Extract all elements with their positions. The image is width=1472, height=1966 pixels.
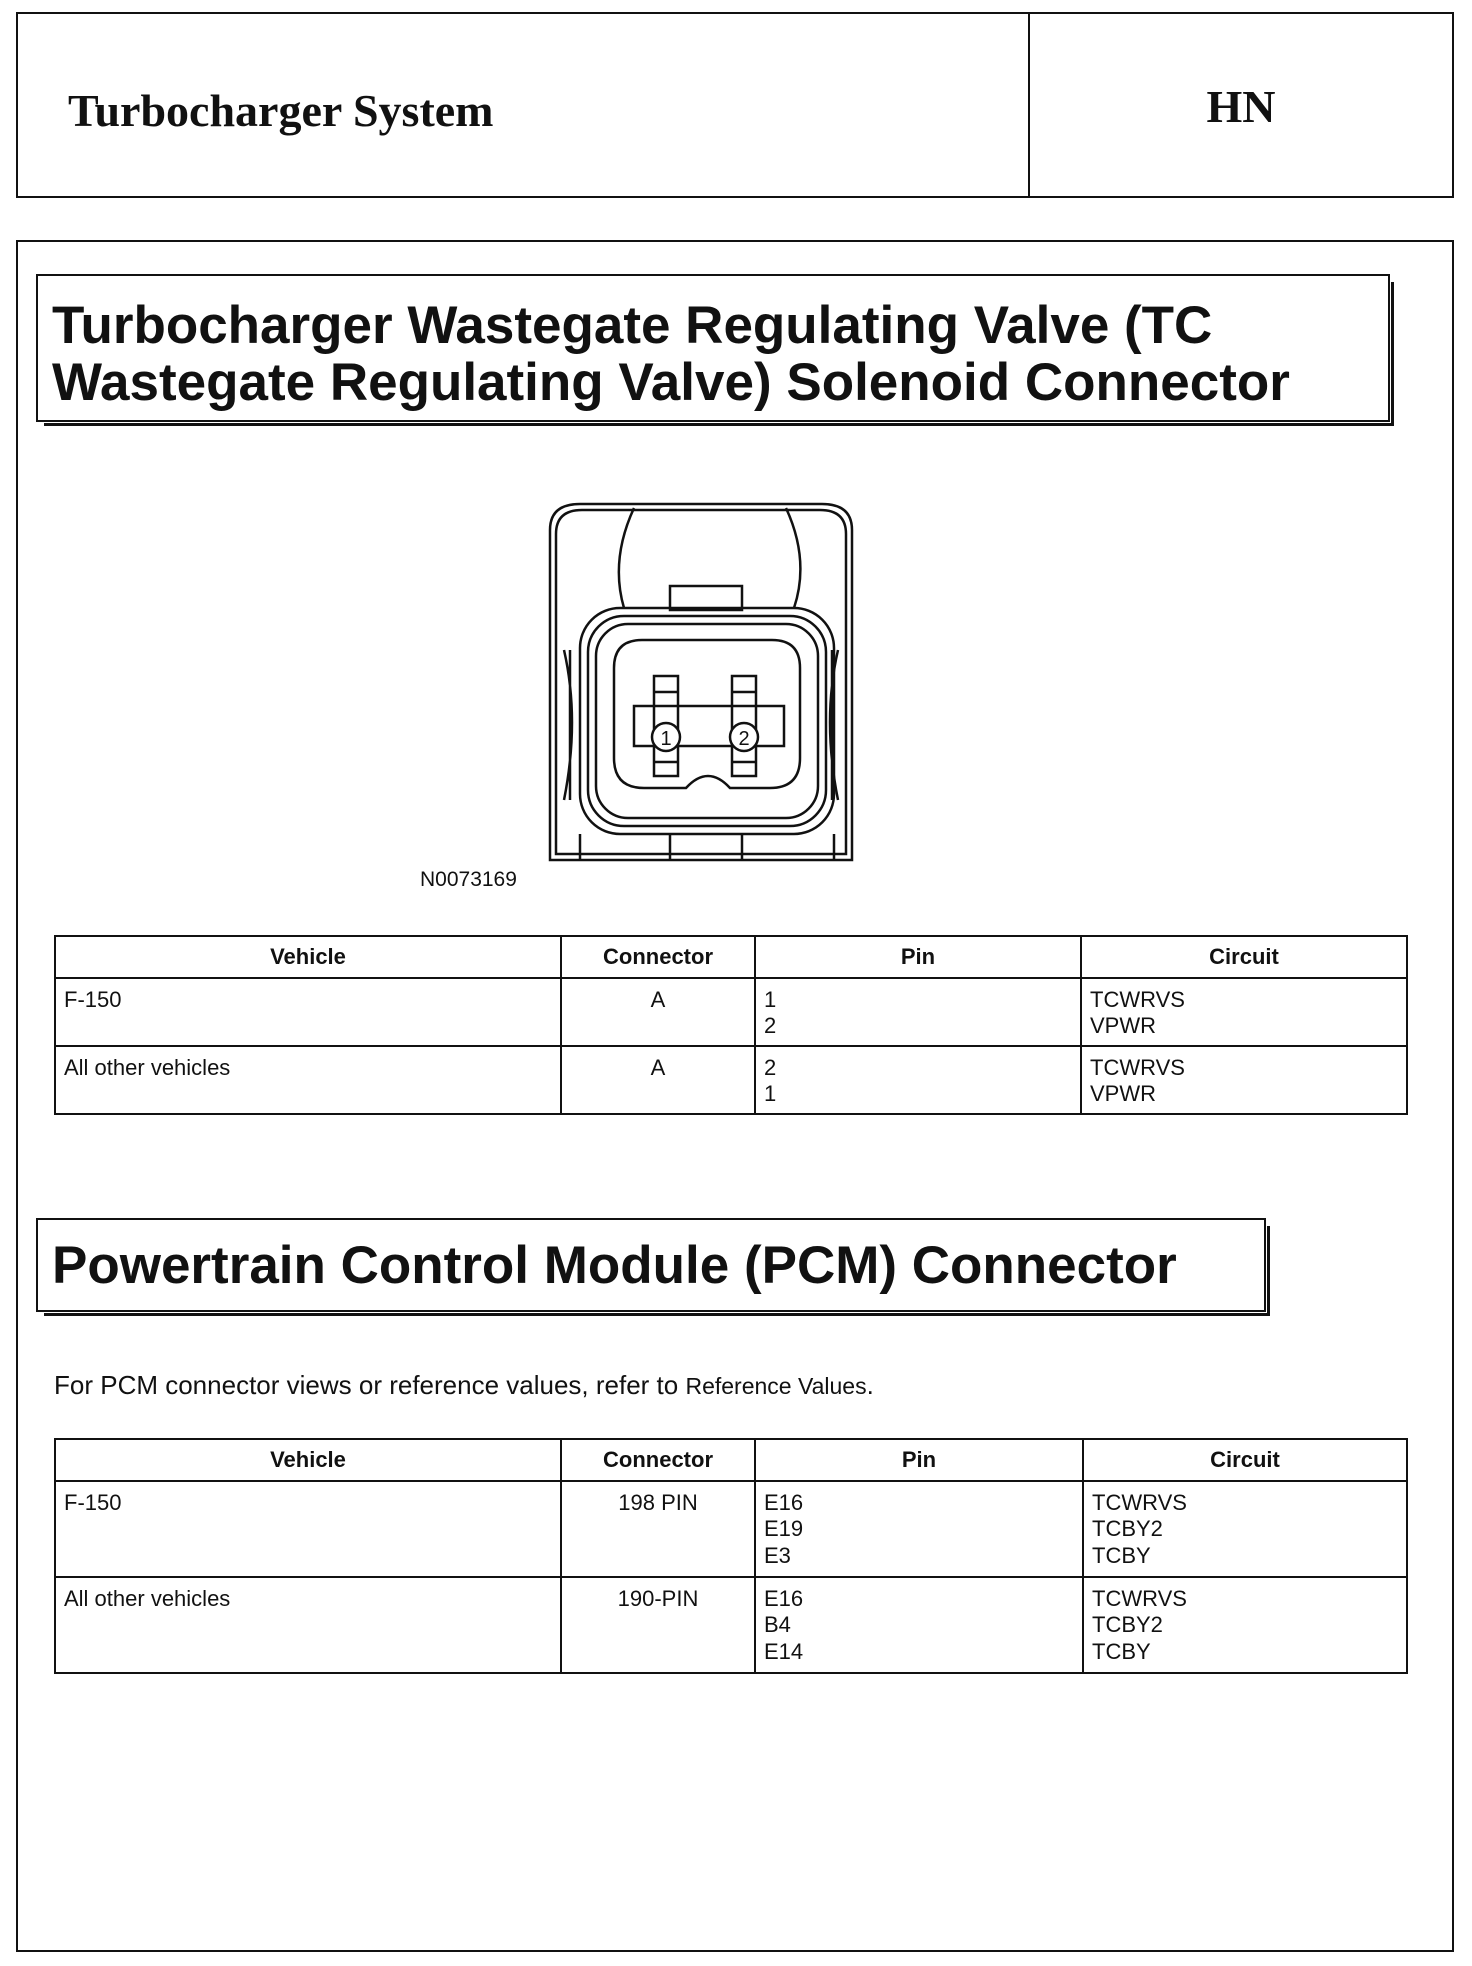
reference-note [54,1370,874,1401]
pin-value: E16 [764,1490,804,1515]
col-header-circuit: Circuit [1083,1439,1407,1481]
connector-cell: 198 PIN [561,1481,755,1577]
circuit-cell [1081,1046,1407,1114]
note-text: For PCM connector views or reference values, refer to [54,1370,686,1400]
col-header-vehicle: Vehicle [55,936,561,978]
terminal-cavity [614,640,800,788]
section-title-pcm: Powertrain Control Module (PCM) Connector [36,1218,1266,1312]
top-tab [670,586,742,610]
circuit-cell [1083,1481,1407,1577]
table-row [55,1481,1407,1577]
table-row [55,978,1407,1046]
pin-cell [755,1577,1083,1673]
section-title-wastegate [36,274,1390,422]
pin-value: E14 [764,1638,804,1664]
table-row [55,1046,1407,1114]
header-title: Turbocharger System [68,85,494,136]
pin-2-label: 2 [738,728,750,750]
circuit-value: VPWR [1090,1013,1156,1039]
col-header-circuit: Circuit [1081,936,1407,978]
pin-value: 1 [764,987,777,1012]
vehicle-cell: F-150 [55,978,561,1046]
page-header [16,12,1454,198]
header-code: HN [1206,81,1276,132]
pin-value: B4 [764,1612,791,1638]
vehicle-cell: F-150 [55,1481,561,1577]
left-rib [564,650,572,800]
shroud-middle [588,616,826,826]
connector-cell: 190-PIN [561,1577,755,1673]
circuit-value: TCBY [1092,1542,1151,1568]
pin-1-label: 1 [660,728,672,750]
col-header-pin: Pin [755,936,1081,978]
circuit-value: TCBY2 [1092,1516,1163,1542]
col-header-vehicle: Vehicle [55,1439,561,1481]
vehicle-cell: All other vehicles [55,1046,561,1114]
table-header-row [55,1439,1407,1481]
circuit-cell [1081,978,1407,1046]
pin-value: E3 [764,1542,791,1568]
connector-cell: A [561,1046,755,1114]
connector-cell: A [561,978,755,1046]
pin-cell [755,978,1081,1046]
circuit-cell [1083,1577,1407,1673]
pin-cell [755,1481,1083,1577]
pin-value: 1 [764,1081,777,1107]
shroud-outer [580,608,834,834]
table-header-row [55,936,1407,978]
col-header-pin: Pin [755,1439,1083,1481]
circuit-value: TCBY [1092,1638,1151,1664]
figure-id: N0073169 [420,868,517,891]
pin-value: E16 [764,1586,804,1611]
pcm-connector-table [54,1438,1408,1674]
col-header-connector: Connector [561,1439,755,1481]
circuit-value: VPWR [1090,1081,1156,1107]
wastegate-connector-table [54,935,1408,1115]
circuit-value: TCWRVS [1092,1586,1187,1611]
col-header-connector: Connector [561,936,755,978]
table-row [55,1577,1407,1673]
pin-value: E19 [764,1516,804,1542]
pin-value: 2 [764,1013,777,1039]
circuit-value: TCWRVS [1090,1055,1185,1080]
section-title-line-1: Turbocharger Wastegate Regulating Valve (TC [52,296,1213,355]
circuit-value: TCWRVS [1092,1490,1187,1515]
note-end: . [866,1370,874,1400]
circuit-value: TCBY2 [1092,1612,1163,1638]
reference-values-link[interactable]: Reference Values [685,1373,867,1399]
pin-cell [755,1046,1081,1114]
connector-diagram [540,500,940,870]
circuit-value: TCWRVS [1090,987,1185,1012]
latch-outline [619,508,801,608]
vehicle-cell: All other vehicles [55,1577,561,1673]
pin-value: 2 [764,1055,777,1080]
section-title-line-2: Wastegate Regulating Valve) Solenoid Connector [52,352,1290,412]
